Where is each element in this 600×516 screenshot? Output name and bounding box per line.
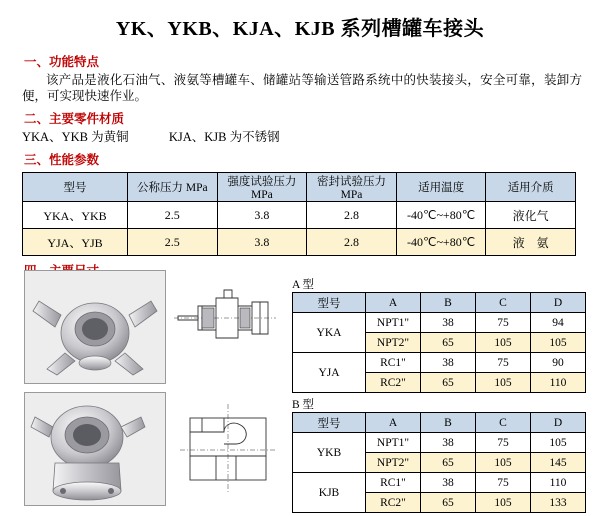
table-row [23,202,576,229]
dim-a-cell: 105 [531,333,586,353]
materials-left: YKA、YKB 为黄铜 [22,130,129,144]
dim-a-cell: RC1" [366,353,421,373]
dim-b-cell: 75 [476,473,531,493]
dim-b-col-a: A [366,413,421,433]
perf-cell: -40℃~+80℃ [396,202,486,229]
table-row [293,313,586,333]
dim-b-cell: 105 [531,433,586,453]
coupling-photo-a-graphic [25,271,165,383]
perf-col-temperature: 适用温度 [396,173,486,202]
table-header-row [293,293,586,313]
coupling-photo-b [24,392,166,506]
perf-col-model: 型号 [23,173,128,202]
page-title: YK、YKB、KJA、KJB 系列槽罐车接头 [115,18,485,40]
perf-cell: 液化气 [486,202,576,229]
dim-a-model: YJA [293,353,366,393]
dim-a-cell: 38 [421,353,476,373]
perf-cell: 3.8 [217,202,307,229]
dim-a-cell: 65 [421,333,476,353]
type-a-label: A 型 [292,279,315,291]
dim-a-col-b: B [421,293,476,313]
dim-b-col-c: C [476,413,531,433]
perf-cell: YJA、YJB [23,229,128,256]
perf-col-medium: 适用介质 [486,173,576,202]
dim-a-cell: NPT2" [366,333,421,353]
perf-col-seal-pressure: 密封试验压力 MPa [307,173,397,202]
coupling-drawing-a-graphic [172,272,280,376]
dim-b-cell: 105 [476,493,531,513]
dim-a-cell: 105 [476,333,531,353]
dim-a-cell: 75 [476,313,531,333]
dim-b-col-b: B [421,413,476,433]
performance-table [22,172,576,256]
perf-cell: 2.5 [128,229,218,256]
dim-a-cell: 38 [421,313,476,333]
perf-cell: 3.8 [217,229,307,256]
table-row [23,229,576,256]
dim-b-cell: NPT2" [366,453,421,473]
table-row [293,473,586,493]
dim-a-cell: 110 [531,373,586,393]
dim-a-model: YKA [293,313,366,353]
perf-cell: 2.8 [307,202,397,229]
dim-b-model: YKB [293,433,366,473]
materials-line [22,129,600,145]
type-b-label: B 型 [292,399,315,411]
dim-b-cell: 38 [421,433,476,453]
dim-b-cell: 65 [421,493,476,513]
dim-b-model: KJB [293,473,366,513]
features-text: 该产品是液化石油气、液氨等槽罐车、储罐站等输送管路系统中的快装接头，安全可靠，装卸方便，可实现快速作业。 [22,73,582,103]
perf-cell: 液 氨 [486,229,576,256]
section-heading-features: 一、功能特点 [24,55,100,69]
dim-b-cell: RC2" [366,493,421,513]
dim-b-cell: 133 [531,493,586,513]
dim-b-cell: 110 [531,473,586,493]
dim-b-col-d: D [531,413,586,433]
dim-b-cell: RC1" [366,473,421,493]
section-heading-materials: 二、主要零件材质 [24,112,125,126]
dim-b-cell: 65 [421,453,476,473]
coupling-drawing-b-graphic [176,398,280,498]
perf-cell: YKA、YKB [23,202,128,229]
dim-b-cell: 105 [476,453,531,473]
dim-b-col-model: 型号 [293,413,366,433]
perf-cell: -40℃~+80℃ [396,229,486,256]
dim-b-cell: 145 [531,453,586,473]
materials-right: KJA、KJB 为不锈钢 [168,130,280,144]
dim-a-cell: 75 [476,353,531,373]
coupling-photo-b-graphic [25,393,165,505]
dim-a-col-a: A [366,293,421,313]
dimension-table-a [292,292,586,393]
coupling-drawing-a [172,272,280,376]
section-heading-performance: 三、性能参数 [24,153,100,167]
dim-a-cell: 65 [421,373,476,393]
dim-b-cell: NPT1" [366,433,421,453]
table-header-row [293,413,586,433]
coupling-photo-a [24,270,166,384]
perf-col-strength-pressure: 强度试验压力 MPa [217,173,307,202]
dim-b-cell: 75 [476,433,531,453]
dim-a-col-d: D [531,293,586,313]
perf-cell: 2.5 [128,202,218,229]
dimension-table-b [292,412,586,513]
dim-a-cell: 105 [476,373,531,393]
table-header-row [23,173,576,202]
dim-a-cell: 90 [531,353,586,373]
coupling-drawing-b [176,398,280,498]
table-row [293,433,586,453]
dim-a-cell: NPT1" [366,313,421,333]
dim-a-col-model: 型号 [293,293,366,313]
perf-col-nominal-pressure: 公称压力 MPa [128,173,218,202]
dim-a-col-c: C [476,293,531,313]
table-row [293,353,586,373]
dim-a-cell: RC2" [366,373,421,393]
perf-cell: 2.8 [307,229,397,256]
dim-b-cell: 38 [421,473,476,493]
dim-a-cell: 94 [531,313,586,333]
